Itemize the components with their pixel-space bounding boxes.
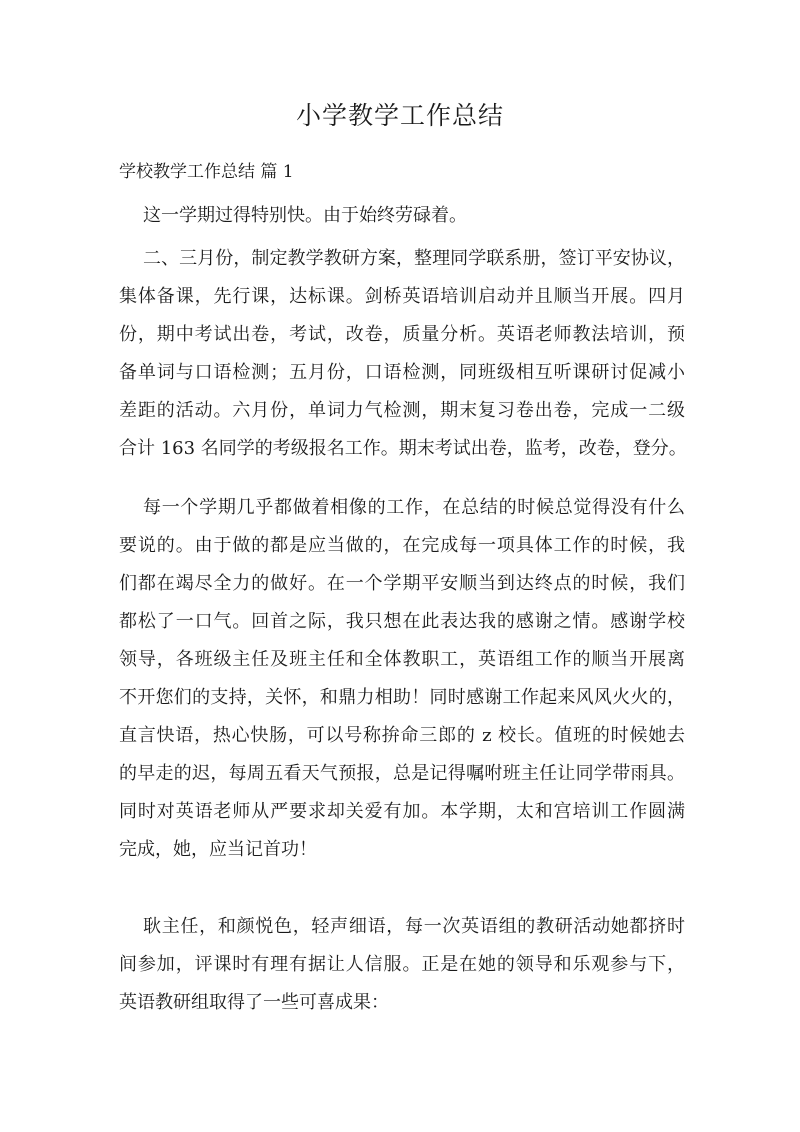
paragraph-1: [119, 197, 685, 235]
paragraph-line: 每一个学期几乎都做着相像的工作，在总结的时候总觉得没有什么: [143, 497, 685, 518]
paragraph-line: 完成，她，应当记首功！: [119, 839, 317, 860]
paragraph-line: 间参加，评课时有理有据让人信服。正是在她的领导和乐观参与下，: [119, 954, 685, 975]
paragraph-3: [119, 489, 685, 869]
paragraph-line: 直言快语，热心快肠，可以号称拚命三郎的 z 校长。值班的时候她去: [119, 725, 685, 746]
paragraph-line: 耿主任，和颜悦色，轻声细语，每一次英语组的教研活动她都挤时: [143, 916, 685, 937]
paragraph-4: [119, 908, 685, 1022]
paragraph-line: 集体备课，先行课，达标课。剑桥英语培训启动并且顺当开展。四月: [119, 286, 685, 307]
paragraph-line: 们都在竭尽全力的做好。在一个学期平安顺当到达终点的时候，我们: [119, 573, 685, 594]
paragraph-line: 领导，各班级主任及班主任和全体教职工，英语组工作的顺当开展离: [119, 649, 685, 670]
paragraph-line: 英语教研组取得了一些可喜成果：: [119, 992, 389, 1013]
paragraph-2: [119, 240, 685, 468]
paragraph-line: 这一学期过得特别快。由于始终劳碌着。: [143, 205, 467, 226]
paragraph-line: 要说的。由于做的都是应当做的，在完成每一项具体工作的时候，我: [119, 535, 685, 556]
document-title: 小学教学工作总结: [295, 101, 504, 130]
paragraph-line: 同时对英语老师从严要求却关爱有加。本学期，太和宫培训工作圆满: [119, 801, 685, 822]
paragraph-line: 备单词与口语检测；五月份，口语检测，同班级相互听课研讨促减小: [119, 362, 685, 383]
paragraph-line: 都松了一口气。回首之际，我只想在此表达我的感谢之情。感谢学校: [119, 611, 685, 632]
paragraph-line: 二、三月份，制定教学教研方案，整理同学联系册，签订平安协议，: [143, 248, 685, 269]
paragraph-line: 差距的活动。六月份，单词力气检测，期末复习卷出卷，完成一二级: [119, 400, 685, 421]
paragraph-line: 份，期中考试出卷，考试，改卷，质量分析。英语老师教法培训，预: [119, 324, 685, 345]
paragraph-line: 不开您们的支持，关怀，和鼎力相助！同时感谢工作起来风风火火的，: [119, 687, 685, 708]
section-heading: 学校教学工作总结 篇 1: [119, 162, 294, 182]
paragraph-line: 的早走的迟，每周五看天气预报，总是记得嘱咐班主任让同学带雨具。: [119, 763, 685, 784]
paragraph-line: 合计 163 名同学的考级报名工作。期末考试出卷，监考，改卷，登分。: [119, 438, 687, 459]
